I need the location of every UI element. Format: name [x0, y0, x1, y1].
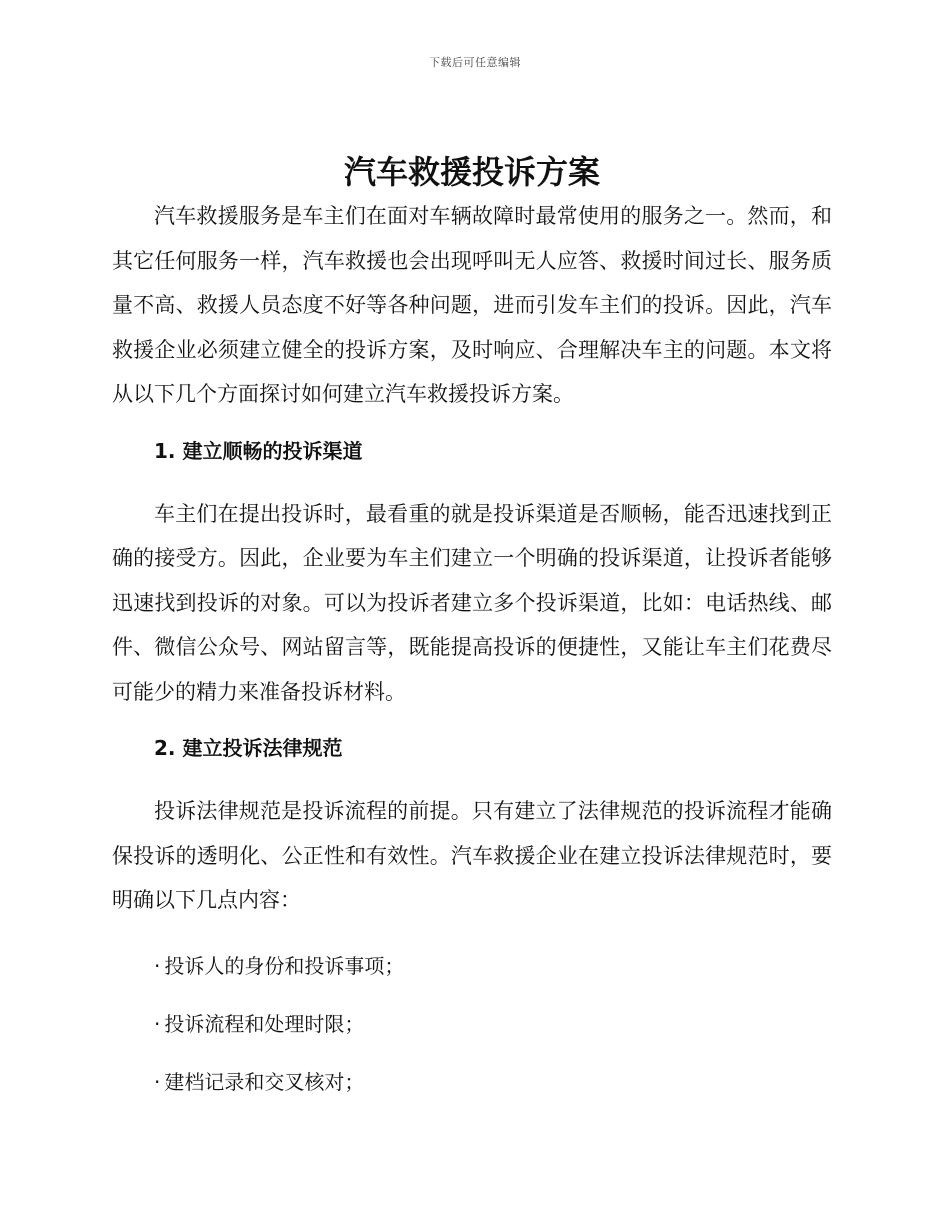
section-1-paragraph: 车主们在提出投诉时，最看重的就是投诉渠道是否顺畅，能否迅速找到正确的接受方。因此，企业要为车主们建立一个明确的投诉渠道，让投诉者能够迅速找到投诉的对象。可以为投诉者建立多个投诉渠道，比如：电话热线、邮件、微信公众号、网站留言等，既能提高投诉的便捷性，又能让车主们花费尽可能少的精力来准备投诉材料。: [112, 501, 832, 704]
page-header-note: 下载后可任意编辑: [429, 56, 521, 69]
section-2-paragraph: 投诉法律规范是投诉流程的前提。只有建立了法律规范的投诉流程才能确保投诉的透明化、公正性和有效性。汽车救援企业在建立投诉法律规范时，要明确以下几点内容：: [112, 799, 832, 912]
list-item: · 建档记录和交叉核对；: [154, 1067, 832, 1097]
intro-paragraph: 汽车救援服务是车主们在面对车辆故障时最常使用的服务之一。然而，和其它任何服务一样，汽车救援也会出现呼叫无人应答、救援时间过长、服务质量不高、救援人员态度不好等各种问题，进而引发车主们的投诉。因此，汽车救援企业必须建立健全的投诉方案，及时响应、合理解决车主的问题。本文将从以下几个方面探讨如何建立汽车救援投诉方案。: [112, 204, 832, 406]
list-item: · 投诉流程和处理时限；: [154, 1009, 832, 1039]
section-2-heading: 2. 建立投诉法律规范: [154, 736, 343, 760]
section-1-heading: 1. 建立顺畅的投诉渠道: [154, 438, 363, 463]
document-body: [112, 150, 832, 1125]
document-title: 汽车救援投诉方案: [343, 153, 600, 191]
list-item: · 投诉人的身份和投诉事项；: [154, 951, 832, 981]
section-2-list: [112, 951, 832, 1097]
